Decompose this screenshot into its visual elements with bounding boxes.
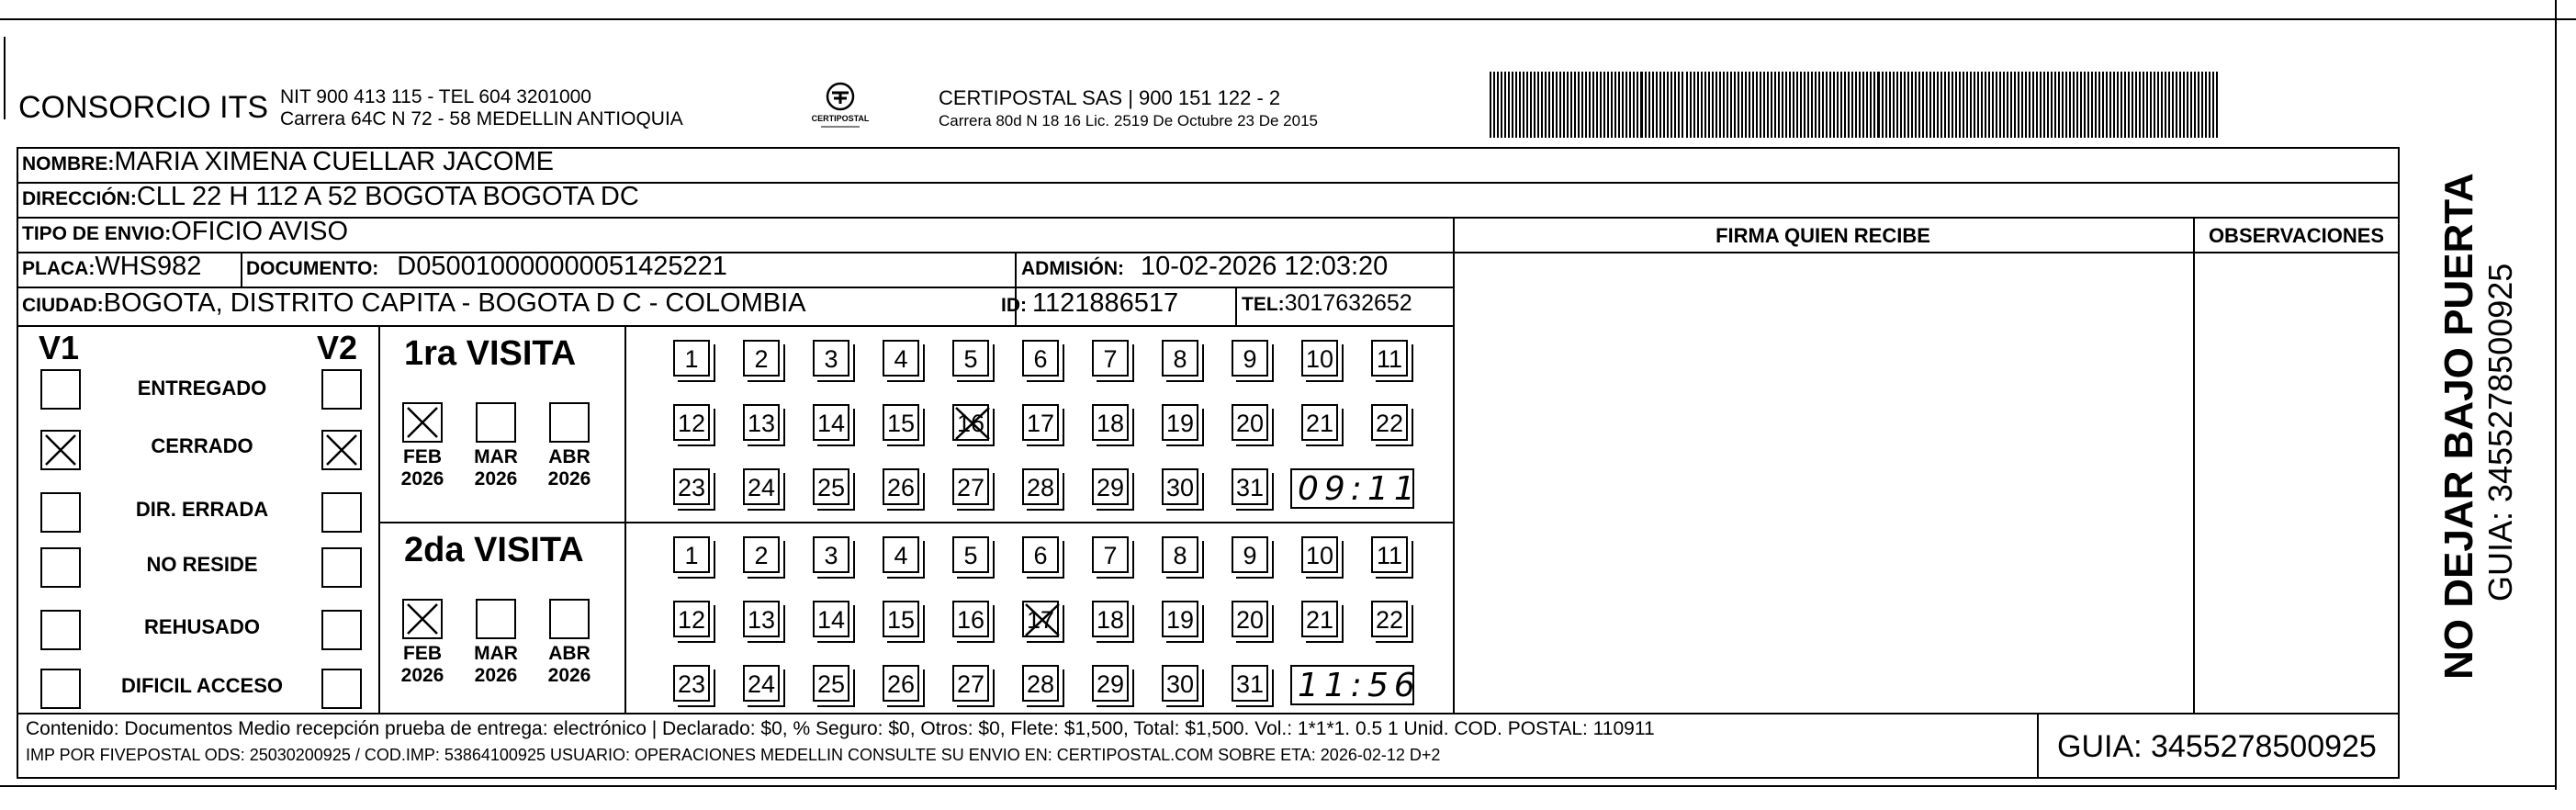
placa-row <box>22 252 201 282</box>
day-cell[interactable]: 10 <box>1301 536 1338 573</box>
footer-content: Contenido: Documentos Medio recepción prueba de entrega: electrónico | Declarado: $0, % Seguro: $0, Otros: $0, Flete: $1,500, Total: $1,500. Vol.: 1*1*1. 0.5 1 Unid. COD. POSTAL: 110911 <box>26 718 1655 739</box>
side-guia: GUIA: 3455278500925 <box>2481 263 2519 602</box>
day-cell[interactable]: 6 <box>1022 340 1059 377</box>
visit-title: 1ra VISITA <box>404 334 577 373</box>
certipostal-logo <box>808 81 872 132</box>
day-cell[interactable]: 1 <box>673 340 710 377</box>
v2-label: V2 <box>317 329 358 366</box>
firma-header: FIRMA QUIEN RECIBE <box>1715 224 1930 247</box>
ciudad-value: BOGOTA, DISTRITO CAPITA - BOGOTA D C - COLOMBIA <box>103 288 806 318</box>
nit-line: NIT 900 413 115 - TEL 604 3201000 <box>280 86 591 107</box>
visit-title: 2da VISITA <box>404 531 584 569</box>
status-option-label: REHUSADO <box>144 615 260 638</box>
month-year: 2026 <box>547 468 591 489</box>
day-cell[interactable]: 27 <box>952 665 989 702</box>
v2-checkbox[interactable] <box>321 369 362 410</box>
day-cell[interactable]: 13 <box>743 404 780 441</box>
v2-checkbox[interactable] <box>321 669 362 709</box>
day-cell[interactable]: 12 <box>673 404 710 441</box>
day-cell[interactable]: 18 <box>1092 404 1129 441</box>
month-name: MAR <box>474 446 518 467</box>
direccion-row <box>22 182 639 212</box>
day-cell[interactable]: 2 <box>743 536 780 573</box>
time-box[interactable]: 09:11 <box>1290 468 1414 509</box>
admision-row <box>1021 252 1388 282</box>
status-option-label: DIR. ERRADA <box>135 498 269 521</box>
day-cell[interactable]: 31 <box>1232 665 1268 702</box>
day-cross-mark <box>1022 601 1063 644</box>
id-value: 1121886517 <box>1032 288 1179 318</box>
nombre-label: NOMBRE: <box>22 153 115 174</box>
day-cell[interactable]: 16 <box>952 601 989 637</box>
day-cell[interactable]: 6 <box>1022 536 1059 573</box>
day-cell[interactable]: 10 <box>1301 340 1338 377</box>
v2-checkbox[interactable] <box>321 492 362 533</box>
month-checkbox[interactable] <box>549 402 590 443</box>
row-line <box>17 713 2400 714</box>
day-cell[interactable]: 25 <box>813 665 849 702</box>
v2-checkbox[interactable] <box>321 430 362 470</box>
ciudad-row <box>22 288 806 319</box>
firma-area[interactable] <box>1455 253 2191 711</box>
day-cell[interactable]: 18 <box>1092 601 1129 637</box>
day-cell[interactable]: 20 <box>1232 404 1268 441</box>
month-name: ABR <box>548 446 591 467</box>
month-name: FEB <box>403 446 442 467</box>
day-cell[interactable]: 4 <box>883 340 919 377</box>
admision-value: 10-02-2026 12:03:20 <box>1141 252 1389 281</box>
day-cell[interactable]: 5 <box>952 536 989 573</box>
bottom-edge <box>0 785 2557 787</box>
day-cell[interactable]: 12 <box>673 601 710 637</box>
day-cell[interactable]: 23 <box>673 665 710 702</box>
month-name: FEB <box>403 643 442 664</box>
month-label <box>542 446 597 490</box>
placa-value: WHS982 <box>95 252 202 281</box>
month-checkbox[interactable] <box>476 599 516 639</box>
day-cell[interactable]: 21 <box>1301 404 1338 441</box>
v1-checkbox[interactable] <box>40 547 81 588</box>
day-cell[interactable]: 22 <box>1371 404 1408 441</box>
day-cell[interactable]: 30 <box>1162 665 1198 702</box>
day-cell[interactable]: 7 <box>1092 340 1129 377</box>
col-line <box>1235 287 1237 325</box>
tel-row <box>1242 290 1412 317</box>
v2-checkbox[interactable] <box>321 610 362 650</box>
month-label <box>395 446 450 490</box>
day-cell[interactable]: 16 <box>952 404 989 441</box>
month-label <box>395 643 450 687</box>
day-cell[interactable]: 29 <box>1092 468 1129 505</box>
admision-label: ADMISIÓN: <box>1021 258 1124 279</box>
v1-checkbox[interactable] <box>40 492 81 533</box>
carrier-line: CERTIPOSTAL SAS | 900 151 122 - 2 <box>939 86 1281 109</box>
id-label: ID: <box>1001 295 1027 316</box>
svg-text:CERTIPOSTAL: CERTIPOSTAL <box>811 114 870 123</box>
month-year: 2026 <box>400 665 444 686</box>
col-line <box>624 325 626 713</box>
brand-name: CONSORCIO ITS <box>18 90 269 125</box>
left-edge-mark <box>4 37 6 119</box>
v1-checkbox[interactable] <box>40 430 81 470</box>
day-cell[interactable]: 26 <box>883 468 919 505</box>
day-cell[interactable]: 31 <box>1232 468 1268 505</box>
day-cell[interactable]: 9 <box>1232 536 1268 573</box>
day-cell[interactable]: 17 <box>1022 404 1059 441</box>
day-cell[interactable]: 19 <box>1162 404 1198 441</box>
day-cell[interactable]: 19 <box>1162 601 1198 637</box>
col-line <box>378 325 380 713</box>
month-name: MAR <box>474 643 518 664</box>
status-option-label: NO RESIDE <box>146 553 258 576</box>
status-option-label: ENTREGADO <box>137 377 267 399</box>
v1-checkbox[interactable] <box>40 669 81 709</box>
v1-checkbox[interactable] <box>40 369 81 410</box>
day-cell[interactable]: 14 <box>813 601 849 637</box>
footer-guia: GUIA: 3455278500925 <box>2057 729 2377 764</box>
day-cell[interactable]: 28 <box>1022 665 1059 702</box>
ciudad-label: CIUDAD: <box>22 295 104 316</box>
documento-row <box>246 252 727 282</box>
day-cell[interactable]: 13 <box>743 601 780 637</box>
documento-value: D050010000000051425221 <box>397 252 727 281</box>
day-cell[interactable]: 29 <box>1092 665 1129 702</box>
observaciones-header: OBSERVACIONES <box>2208 224 2385 247</box>
barcode <box>1490 72 2220 138</box>
footer-imp: IMP POR FIVEPOSTAL ODS: 25030200925 / COD.IMP: 53864100925 USUARIO: OPERACIONES MEDELLIN CONSULTE SU ENVIO EN: CERTIPOSTAL.COM SOBRE ETA: 2026-02-12 D+2 <box>26 746 1441 764</box>
day-cell[interactable]: 21 <box>1301 601 1338 637</box>
tipo-row <box>22 217 348 247</box>
v1-checkbox[interactable] <box>40 610 81 650</box>
day-cell[interactable]: 26 <box>883 665 919 702</box>
day-cell[interactable]: 20 <box>1232 601 1268 637</box>
col-line <box>241 252 242 287</box>
day-cross-mark <box>952 404 993 447</box>
row-line <box>17 325 1454 327</box>
direccion-label: DIRECCIÓN: <box>22 188 137 209</box>
day-cell[interactable]: 22 <box>1371 601 1408 637</box>
day-cell[interactable]: 30 <box>1162 468 1198 505</box>
day-cell[interactable]: 11 <box>1371 536 1408 573</box>
status-option-label: CERRADO <box>151 434 253 457</box>
month-checkbox[interactable] <box>402 402 443 443</box>
month-checkbox[interactable] <box>549 599 590 639</box>
month-label <box>542 643 597 687</box>
month-year: 2026 <box>547 665 591 686</box>
tel-value: 3017632652 <box>1284 290 1412 316</box>
row-line <box>17 217 2400 219</box>
day-cell[interactable]: 8 <box>1162 340 1198 377</box>
nombre-value: MARIA XIMENA CUELLAR JACOME <box>114 147 554 176</box>
day-cell[interactable]: 3 <box>813 536 849 573</box>
day-cell[interactable]: 1 <box>673 536 710 573</box>
placa-label: PLACA: <box>22 258 96 279</box>
observaciones-area[interactable] <box>2195 253 2398 711</box>
row-line <box>378 522 1453 523</box>
day-cell[interactable]: 17 <box>1022 601 1059 637</box>
tipo-value: OFICIO AVISO <box>171 217 349 246</box>
day-cell[interactable]: 24 <box>743 665 780 702</box>
direccion-value: CLL 22 H 112 A 52 BOGOTA BOGOTA DC <box>136 182 639 211</box>
time-box[interactable]: 11:56 <box>1290 665 1414 705</box>
day-cell[interactable]: 5 <box>952 340 989 377</box>
right-edge <box>2555 0 2557 790</box>
v1-label: V1 <box>39 329 80 366</box>
day-cell[interactable]: 15 <box>883 404 919 441</box>
month-name: ABR <box>548 643 591 664</box>
day-cell[interactable]: 28 <box>1022 468 1059 505</box>
carrier-address: Carrera 80d N 18 16 Lic. 2519 De Octubre 23 De 2015 <box>939 112 1318 129</box>
day-cell[interactable]: 27 <box>952 468 989 505</box>
day-cell[interactable]: 15 <box>883 601 919 637</box>
month-label <box>468 643 523 687</box>
month-year: 2026 <box>400 468 444 489</box>
address-line: Carrera 64C N 72 - 58 MEDELLIN ANTIOQUIA <box>280 108 683 129</box>
documento-label: DOCUMENTO: <box>246 258 379 279</box>
day-cell[interactable]: 23 <box>673 468 710 505</box>
day-cell[interactable]: 3 <box>813 340 849 377</box>
tipo-label: TIPO DE ENVIO: <box>22 223 172 244</box>
day-cell[interactable]: 4 <box>883 536 919 573</box>
day-cell[interactable]: 11 <box>1371 340 1408 377</box>
top-border <box>0 18 2576 20</box>
month-checkbox[interactable] <box>402 599 443 639</box>
day-cell[interactable]: 25 <box>813 468 849 505</box>
status-option-label: DIFICIL ACCESO <box>120 674 283 697</box>
v2-checkbox[interactable] <box>321 547 362 588</box>
day-cell[interactable]: 14 <box>813 404 849 441</box>
nombre-row <box>22 147 554 177</box>
day-cell[interactable]: 8 <box>1162 536 1198 573</box>
day-cell[interactable]: 9 <box>1232 340 1268 377</box>
col-line <box>2037 713 2039 779</box>
month-label <box>468 446 523 490</box>
id-row <box>1001 288 1178 319</box>
month-checkbox[interactable] <box>476 402 516 443</box>
day-cell[interactable]: 24 <box>743 468 780 505</box>
no-dejar-warning: NO DEJAR BAJO PUERTA <box>2436 173 2481 680</box>
month-year: 2026 <box>474 468 518 489</box>
tel-label: TEL: <box>1242 294 1285 315</box>
day-cell[interactable]: 7 <box>1092 536 1129 573</box>
month-year: 2026 <box>474 665 518 686</box>
day-cell[interactable]: 2 <box>743 340 780 377</box>
